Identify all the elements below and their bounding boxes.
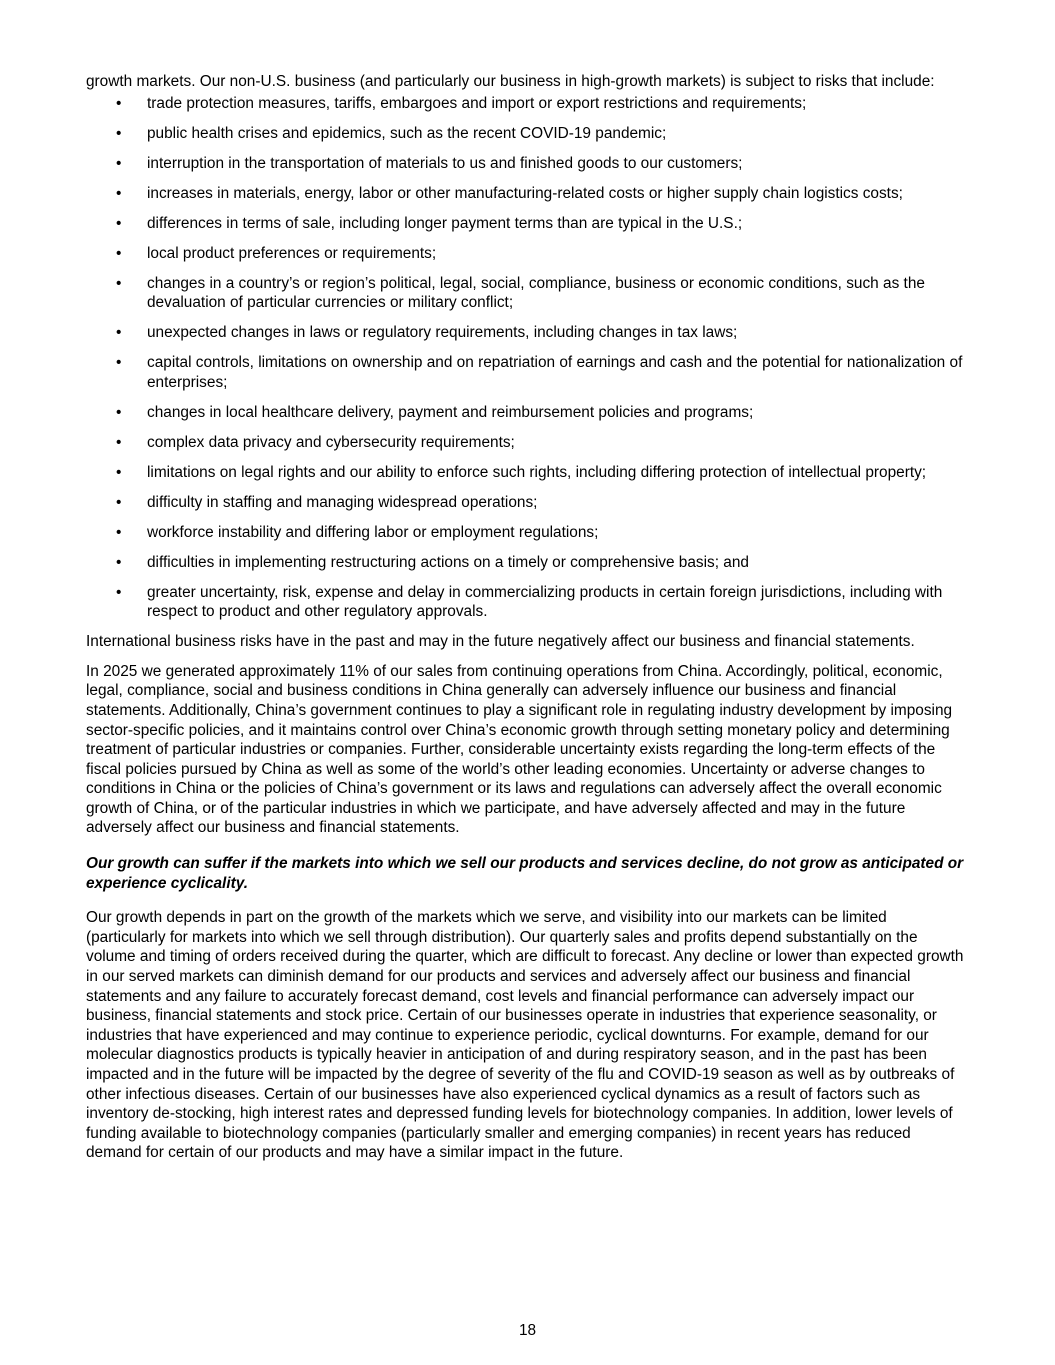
list-item bbox=[86, 583, 968, 622]
bullet-icon: • bbox=[116, 154, 122, 172]
bullet-icon: • bbox=[116, 184, 122, 202]
list-item-text: changes in a country’s or region’s political, legal, social, compliance, business or economic conditions, such as the devaluation of particular currencies or military conflict; bbox=[147, 274, 925, 312]
bullet-icon: • bbox=[116, 403, 122, 421]
list-item-text: difficulty in staffing and managing widespread operations; bbox=[147, 493, 538, 511]
list-item bbox=[86, 94, 968, 114]
list-item-text: public health crises and epidemics, such as the recent COVID-19 pandemic; bbox=[147, 124, 667, 142]
intro-paragraph: growth markets. Our non-U.S. business (and particularly our business in high-growth markets) is subject to risks that include: bbox=[86, 73, 935, 90]
list-item-text: greater uncertainty, risk, expense and delay in commercializing products in certain foreign jurisdictions, including with respect to product and other regulatory approvals. bbox=[147, 583, 943, 621]
list-item bbox=[86, 244, 968, 264]
bullet-icon: • bbox=[116, 583, 122, 601]
risk-bullet-list bbox=[86, 94, 968, 622]
list-item-text: workforce instability and differing labor or employment regulations; bbox=[147, 523, 599, 541]
list-item bbox=[86, 353, 968, 392]
list-item-text: trade protection measures, tariffs, embargoes and import or export restrictions and requirements; bbox=[147, 94, 807, 112]
bullet-icon: • bbox=[116, 244, 122, 262]
list-item bbox=[86, 553, 968, 573]
list-item bbox=[86, 403, 968, 423]
list-item-text: complex data privacy and cybersecurity requirements; bbox=[147, 433, 515, 451]
page-number: 18 bbox=[518, 1322, 537, 1339]
list-item bbox=[86, 463, 968, 483]
china-paragraph: In 2025 we generated approximately 11% of our sales from continuing operations from China. Accordingly, political, economic, legal, compliance, social and business conditions in China generally can adversely influence our business and financial statements. Additionally, China’s government continues to play a significant role in regulating industry development by imposing sector-specific policies, and it maintains control over China’s economic growth through setting monetary policy and determining treatment of particular industries or companies. Further, considerable uncertainty exists regarding the long-term effects of the fiscal policies pursued by China as well as some of the world’s other leading economies. Uncertainty or adverse changes to conditions in China or the policies of China’s government or its laws and regulations can adversely affect the overall economic growth of China, or of the particular industries in which we participate, and have adversely affected and may in the future adversely affect our business and financial statements. bbox=[86, 662, 953, 837]
list-item bbox=[86, 124, 968, 144]
bullet-icon: • bbox=[116, 354, 122, 372]
bullet-icon: • bbox=[116, 553, 122, 571]
list-item-text: changes in local healthcare delivery, payment and reimbursement policies and programs; bbox=[147, 403, 754, 421]
list-item bbox=[86, 274, 968, 313]
list-item-text: differences in terms of sale, including longer payment terms than are typical in the U.S.; bbox=[147, 214, 743, 232]
list-item-text: capital controls, limitations on ownership and on repatriation of earnings and cash and the potential for nationalization of enterprises; bbox=[147, 354, 963, 391]
list-item-text: unexpected changes in laws or regulatory requirements, including changes in tax laws; bbox=[147, 324, 738, 342]
document-page bbox=[86, 72, 968, 1163]
list-item bbox=[86, 184, 968, 204]
growth-risk-heading: Our growth can suffer if the markets into which we sell our products and services decline, do not grow as anticipated or experience cyclicality. bbox=[86, 855, 964, 892]
bullet-icon: • bbox=[116, 214, 122, 232]
list-item-text: difficulties in implementing restructuring actions on a timely or comprehensive basis; and bbox=[147, 553, 749, 571]
bullet-icon: • bbox=[116, 94, 122, 112]
international-risks-paragraph: International business risks have in the past and may in the future negatively affect our business and financial statements. bbox=[86, 633, 915, 651]
bullet-icon: • bbox=[116, 523, 122, 541]
bullet-icon: • bbox=[116, 274, 122, 292]
list-item bbox=[86, 323, 968, 343]
list-item bbox=[86, 433, 968, 453]
list-item-text: local product preferences or requirements; bbox=[147, 244, 437, 262]
list-item bbox=[86, 493, 968, 513]
growth-paragraph: Our growth depends in part on the growth of the markets which we serve, and visibility into our markets can be limited (particularly for markets into which we sell through distribution). Our quarterly sales and profits depend substantially on the volume and timing of orders received during the quarter, which are difficult to forecast. Any decline or lower than expected growth in our served markets can diminish demand for our products and services and adversely affect our business and financial statements and any failure to accurately forecast demand, cost levels and financial performance can adversely impact our business, financial statements and stock price. Certain of our businesses operate in industries that experience seasonality, or industries that have experienced and may continue to experience periodic, cyclical downturns. For example, demand for our molecular diagnostics products is typically heavier in anticipation of and during respiratory season, and in the past has been impacted and in the future will be impacted by the degree of severity of the flu and COVID-19 season as well as by outbreaks of other infectious diseases. Certain of our businesses have also experienced cyclical dynamics as a result of factors such as inventory de-stocking, high interest rates and depressed funding levels for biotechnology companies. In addition, lower levels of funding available to biotechnology companies (particularly smaller and emerging companies) in recent years has reduced demand for certain of our products and may have a similar impact in the future. bbox=[86, 909, 964, 1162]
bullet-icon: • bbox=[116, 433, 122, 451]
bullet-icon: • bbox=[116, 493, 122, 511]
bullet-icon: • bbox=[116, 463, 122, 481]
list-item-text: interruption in the transportation of materials to us and finished goods to our customers; bbox=[147, 154, 743, 172]
bullet-icon: • bbox=[116, 124, 122, 142]
list-item bbox=[86, 214, 968, 234]
list-item-text: increases in materials, energy, labor or other manufacturing-related costs or higher supply chain logistics costs; bbox=[147, 184, 903, 202]
bullet-icon: • bbox=[116, 324, 122, 342]
list-item bbox=[86, 523, 968, 543]
list-item bbox=[86, 154, 968, 174]
list-item-text: limitations on legal rights and our ability to enforce such rights, including differing protection of intellectual property; bbox=[147, 463, 927, 481]
